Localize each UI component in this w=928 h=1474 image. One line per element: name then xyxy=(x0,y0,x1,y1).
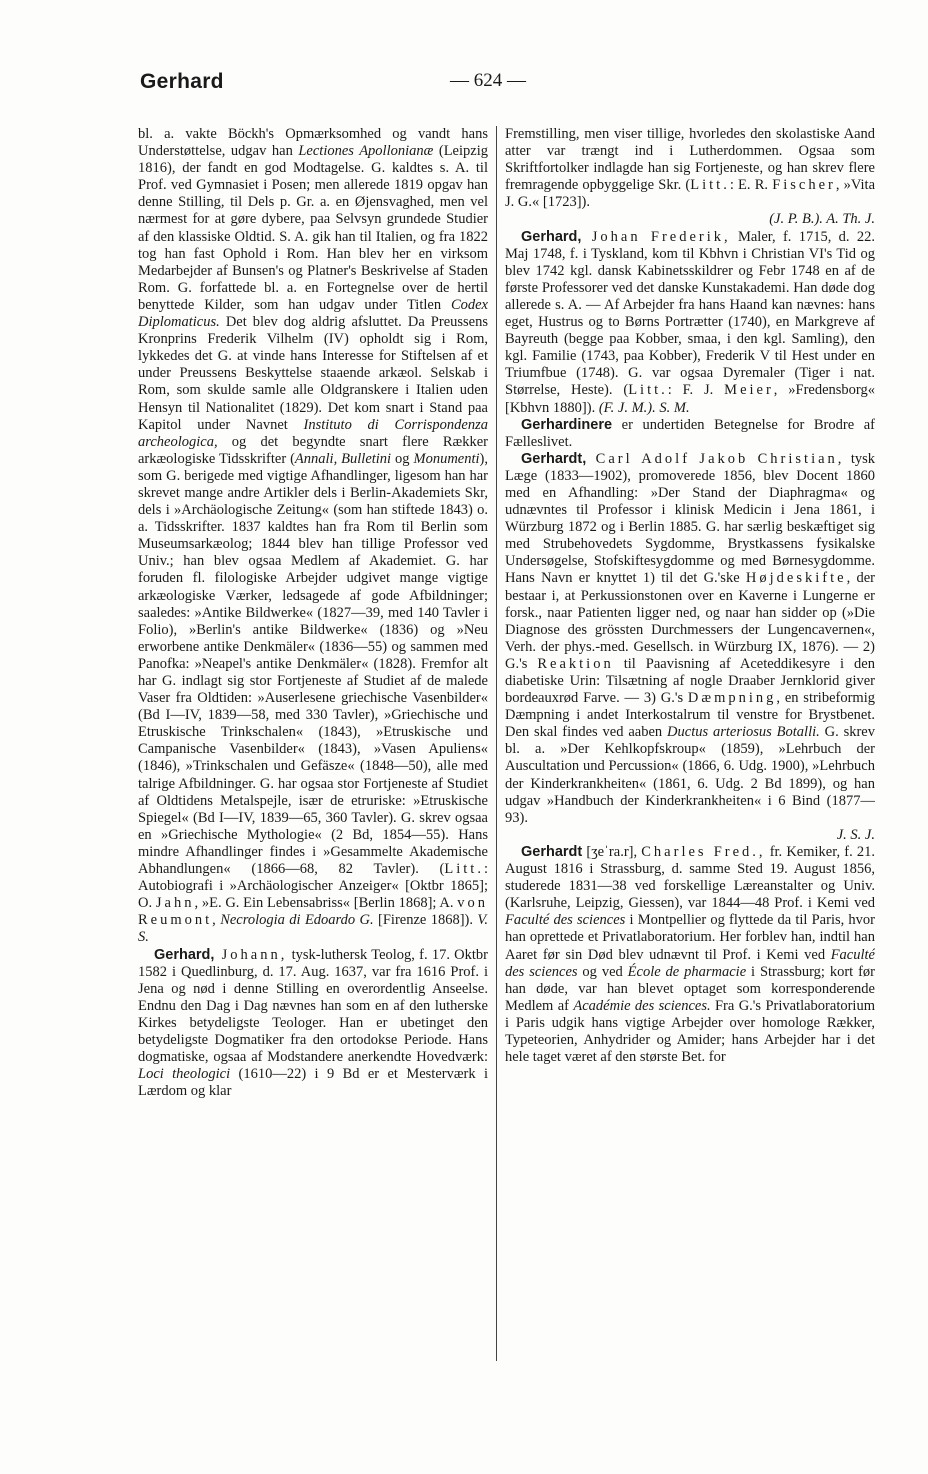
entry-gerhardt-charles: Gerhardt [ʒeˈra.r], Charles Fred., fr. Kemiker, f. 21. August 1816 i Strassburg, d. samme Sted 19. August 1856, studerede 1831—38 ved forskellige Læreanstalter og Univ. (Karlsruhe, Leipzig, Giessen), var 1844—48 Prof. i Kemi ved Faculté des sciences i Montpellier og flyttede da til Paris, hvor han oprettede et Privatlaboratorium. Her forblev han, indtil han Aaret før sin Død blev udnævnt til Prof. i Kemi ved Faculté des sciences og ved École de pharmacie i Strassburg; kort før han døde, var han blevet optaget som korresponderende Medlem af Académie des sciences. Fra G.'s Privatlaboratorium i Paris udgik hans vigtige Arbejder over homologe Rækker, Typeteorien, Anhydrider og Amider; hans Arbejder har i det hele taget været af den største Bet. for xyxy=(505,843,875,1066)
entry-gerhard-johann-continued: Fremstilling, men viser tillige, hvorledes den skolastiske Aand atter var trængt ind i Lutherdommen. Ogsaa som Skriftfortolker indlagde han sig Fortjeneste, og han skrev flere fremragende opbyggelige Skr. (Litt.: E. R. Fischer, »Vita J. G.« [1723]). xyxy=(505,126,875,211)
page-number: — 624 — xyxy=(450,70,526,91)
entry-gerhardt-carl: Gerhardt, Carl Adolf Jakob Christian, tysk Læge (1833—1902), promoverede 1856, blev Docent 1860 med en Afhandling: »Der Stand der Diaphragma« og udnævntes til Professor i klinisk Medicin i Jena 1861, i Würzburg 1872 og i Berlin 1885. G. har særlig beskæftiget sig med Strubehovedets Sygdomme, Brystkassens fysikalske Undersøgelse, Stofskiftesygdomme og med Børnesygdomme. Hans Navn er knyttet 1) til det G.'ske Højdeskifte, der bestaar i, at Perkussionstonen over en Kaverne i Lungerne er forsk., naar Patienten ligger ned, og naar han sidder op (»Die Diagnose des grössten Durchmessers der Lungencavernen«, Verh. der phys.-med. Gesellsch. in Würzburg IX, 1876). — 2) G.'s Reaktion til Paavisning af Aceteddikesyre i den diabetiske Urin: Tilsætning af nogle Draaber Jernklorid giver bordeauxrød Farve. — 3) G.'s Dæmpning, en stribeformig Dæmpning i andet Interkostalrum til venstre for Brystbenet. Den skal findes ved aaben Ductus arteriosus Botalli. G. skrev bl. a. »Der Kehlkopfskroup« (1859), »Lehrbuch der Auscultation und Percussion« (1866, 6. Udg. 1900), »Lehrbuch der Kinderkrankheiten« (1861, 6. Udg. 2 Bd 1899), og han udgav »Handbuch der Kinderkrankheiten« i 6 Bind (1877—93). xyxy=(505,450,875,826)
entry-headword: Gerhardinere xyxy=(521,416,613,433)
running-headword: Gerhard xyxy=(140,70,224,93)
signature: (J. P. B.). A. Th. J. xyxy=(769,211,875,228)
entry-headword: Gerhardt, xyxy=(521,450,587,467)
column-divider xyxy=(496,126,497,1361)
entry-headword: Gerhard, xyxy=(521,228,582,245)
entry-headword: Gerhard, xyxy=(154,946,215,963)
entry-gerhard-johann: Gerhard, Johann, tysk-luthersk Teolog, f. 17. Oktbr 1582 i Quedlinburg, d. 17. Aug. 1637, var fra 1616 Prof. i Jena og nød i denne Stilling en overordentlig Anseelse. Endnu den Dag i Dag nævnes han som en af den lutherske Kirkes betydeligste Teologer. Han er ubetinget den betydeligste Dogmatiker fra den ortodokse Periode. Hans dogmatiske, ogsaa af Modstandere anerkendte Hovedværk: Loci theologici (1610—22) i 9 Bd er et Mesterværk i Lærdom og klar xyxy=(138,946,488,1100)
entry-gerhardinere: Gerhardinere er undertiden Betegnelse for Brodre af Fælleslivet. xyxy=(505,416,875,450)
entry-gerhard-johan-frederik: Gerhard, Johan Frederik, Maler, f. 1715, d. 22. Maj 1748, f. i Tyskland, kom til Kbhvn i Christian VI's Tid og blev 1742 kgl. dansk Kabinetsskildrer og Febr 1748 en af de første Professorer ved det danske Kunstakademi. Han døde dog allerede s. A. — Af Arbejder fra hans Haand kan nævnes: hans eget, Hustrus og to Børns Portrætter (1740), en Markgreve af Bayreuth (begge paa Kobber, smaa, i den kgl. Samling), den kgl. Familie (1743, paa Kobber), Frederik V til Hest under en Triumfbue (1748). G. var ogsaa Dyremaler (Tiger i nat. Størrelse, Heste). (Litt.: F. J. Meier, »Fredensborg« [Kbhvn 1880]). (F. J. M.). S. M. xyxy=(505,228,875,416)
right-column xyxy=(505,126,875,1366)
left-column xyxy=(138,126,488,1366)
entry-headword: Gerhardt xyxy=(521,843,583,860)
signature: V. S. xyxy=(138,912,488,946)
entry-gerhard-eduard-continued: bl. a. vakte Böckh's Opmærksomhed og vandt hans Understøttelse, udgav han Lectiones Apollonianæ (Leipzig 1816), der fandt en god Modtagelse. G. kaldtes s. A. til Prof. ved Gymnasiet i Posen; men allerede 1819 opgav han denne Stilling, til Dels p. Gr. a. en Øjensvaghed, men vel nærmest for at gøre dybere, paa Selvsyn grundede Studier af den klassiske Oldtid. S. A. gik han til Italien, og fra 1822 tog han fast Ophold i Rom. Han blev her en virksom Medarbejder af Bunsen's og Platner's Beskrivelse af Staden Rom. G. forfattede bl. a. en Fortegnelse over de hertil benyttede Kilder, som han udgav under Titlen Codex Diplomaticus. Det blev dog aldrig afsluttet. Da Preussens Kronprins Frederik Vilhelm (IV) opholdt sig i Rom, lykkedes det G. at vinde hans Interesse for Stiftelsen af et under Preussens Beskyttelse staaende arkæol. Selskab i Rom, som skulde samle alle Oldgranskere i Italien uden Hensyn til Nationalitet (1829). Det kom snart i Stand paa Kapitol under Navnet Instituto di Corrispondenza archeologica, og det begyndte snart flere Rækker arkæologiske Tidsskrifter (Annali, Bulletini og Monumenti), som G. berigede med vigtige Afhandlinger, ligesom han har skrevet mange andre Artikler dels i Berlin-Akademiets Skr, dels i »Archäologische Zeitung« (som han stiftede 1843) o. a. Tidsskrifter. 1837 kaldtes han fra Rom til Berlin som Museumsarkæolog; 1844 blev han tillige Professor ved Univ.; han blev ogsaa Medlem af Akademiet. G. har foruden fl. filologiske Arbejder udgivet mange vigtige arkæologiske Værker, ledsagede af gode Afbildninger; saaledes: »Antike Bildwerke« (1827—39, med 140 Tavler i Folio), »Berlin's antike Bildwerke« (1836) og »Neu erworbene antike Denkmäler« (1836—55) og sammen med Panofka: »Neapel's antike Denkmäler« (1828). Fremfor alt har G. indlagt sig stor Fortjeneste af Studiet af de malede Vaser fra Oldtiden: »Auserlesene griechische Vasenbilder« (Bd I—IV, 1839—58, med 330 Tavler), »Griechische und Etruskische Trinkschalen« (1843), »Etruskische und Campanische Vasenbilder« (1843), »Vasen Apuliens« (1846), »Trinkschalen und Gefäsze« (1848—50), alle med talrige Afbildninger. G. har ogsaa stor Fortjeneste af Studiet af Oldtidens Metalspejle, især de etruriske: »Etruskische Spiegel« (Bd I—IV, 1839—65, 360 Tavler). G. skrev ogsaa en »Griechische Mythologie« (2 Bd, 1854—55). Hans mindre Afhandlinger findes i »Gesammelte Akademische Abhandlungen« (1866—68, 82 Tavler). (Litt.: Autobiografi i »Archäologischer Anzeiger« [Oktbr 1865]; O. Jahn, »E. G. Ein Lebensabriss« [Berlin 1868]; A. von Reumont, Necrologia di Edoardo G. [Firenze 1868]). V. S. xyxy=(138,126,488,946)
signature: (F. J. M.). S. M. xyxy=(598,399,690,416)
signature: J. S. J. xyxy=(836,826,875,843)
page-header xyxy=(140,70,788,104)
